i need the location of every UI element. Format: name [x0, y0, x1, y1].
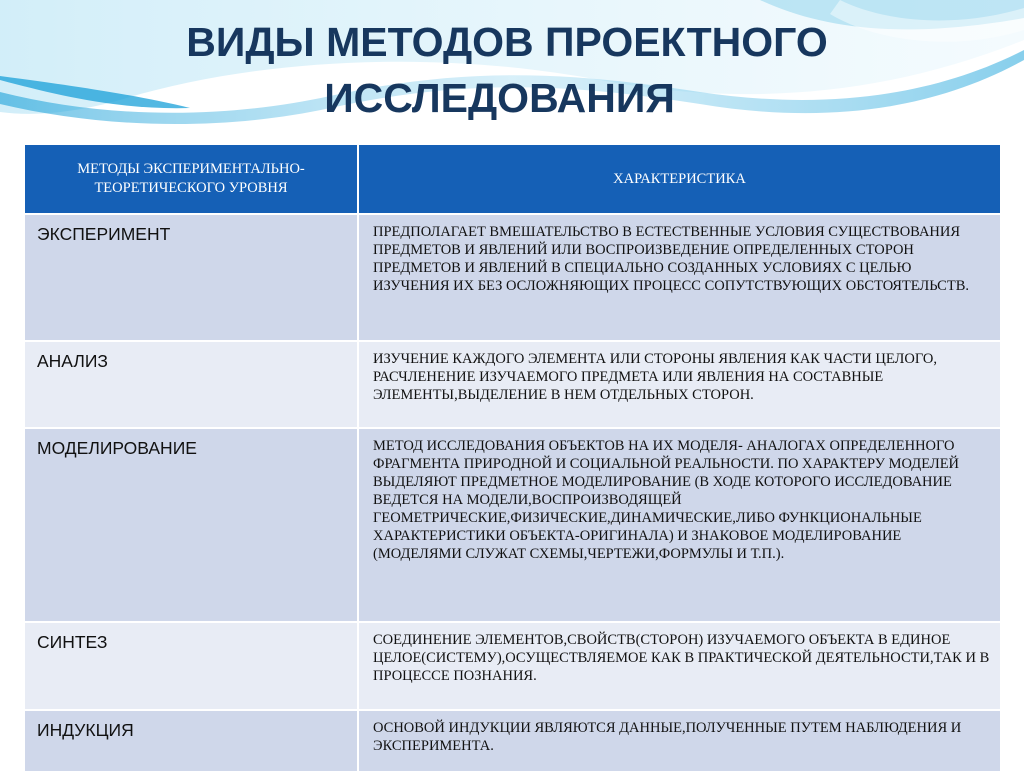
method-description: ИЗУЧЕНИЕ КАЖДОГО ЭЛЕМЕНТА ИЛИ СТОРОНЫ ЯВЛЕНИЯ КАК ЧАСТИ ЦЕЛОГО, РАСЧЛЕНЕНИЕ ИЗУЧАЕМОГО ПРЕДМЕТА ИЛИ ЯВЛЕНИЯ НА СОСТАВНЫЕ ЭЛЕМЕНТЫ,ВЫДЕЛЕНИЕ В НЕМ ОТДЕЛЬНЫХ СТОРОН. [358, 341, 1001, 428]
table-row [24, 710, 1001, 772]
table-row [24, 214, 1001, 341]
method-description: СОЕДИНЕНИЕ ЭЛЕМЕНТОВ,СВОЙСТВ(СТОРОН) ИЗУЧАЕМОГО ОБЪЕКТА В ЕДИНОЕ ЦЕЛОЕ(СИСТЕМУ),ОСУЩЕСТВЛЯЕМОЕ КАК В ПРАКТИЧЕСКОЙ ДЕЯТЕЛЬНОСТИ,ТАК И В ПРОЦЕССЕ ПОЗНАНИЯ. [358, 622, 1001, 710]
slide-title-line-2: ИССЛЕДОВАНИЯ [324, 75, 675, 121]
method-description: МЕТОД ИССЛЕДОВАНИЯ ОБЪЕКТОВ НА ИХ МОДЕЛЯ- АНАЛОГАХ ОПРЕДЕЛЕННОГО ФРАГМЕНТА ПРИРОДНОЙ И СОЦИАЛЬНОЙ РЕАЛЬНОСТИ. ПО ХАРАКТЕРУ МОДЕЛЕЙ ВЫДЕЛЯЮТ ПРЕДМЕТНОЕ МОДЕЛИРОВАНИЕ (В ХОДЕ КОТОРОГО ИССЛЕДОВАНИЕ ВЕДЕТСЯ НА МОДЕЛИ,ВОСПРОИЗВОДЯЩЕЙ ГЕОМЕТРИЧЕСКИЕ,ФИЗИЧЕСКИЕ,ДИНАМИЧЕСКИЕ,ЛИБО ФУНКЦИОНАЛЬНЫЕ ХАРАКТЕРИСТИКИ ОБЪЕКТА-ОРИГИНАЛА) И ЗНАКОВОЕ МОДЕЛИРОВАНИЕ (МОДЕЛЯМИ СЛУЖАТ СХЕМЫ,ЧЕРТЕЖИ,ФОРМУЛЫ И Т.П.). [358, 428, 1001, 622]
methods-table [23, 143, 1002, 773]
slide-title [0, 14, 1024, 126]
method-name: МОДЕЛИРОВАНИЕ [24, 428, 358, 622]
header-characteristic: ХАРАКТЕРИСТИКА [358, 144, 1001, 214]
table-header-row [24, 144, 1001, 214]
method-name: ИНДУКЦИЯ [24, 710, 358, 772]
table-row [24, 428, 1001, 622]
table-row [24, 622, 1001, 710]
slide-title-line-1: ВИДЫ МЕТОДОВ ПРОЕКТНОГО [186, 19, 828, 65]
table-row [24, 341, 1001, 428]
methods-table-container [23, 143, 1002, 773]
method-name: АНАЛИЗ [24, 341, 358, 428]
method-name: ЭКСПЕРИМЕНТ [24, 214, 358, 341]
method-description: ОСНОВОЙ ИНДУКЦИИ ЯВЛЯЮТСЯ ДАННЫЕ,ПОЛУЧЕННЫЕ ПУТЕМ НАБЛЮДЕНИЯ И ЭКСПЕРИМЕНТА. [358, 710, 1001, 772]
method-name: СИНТЕЗ [24, 622, 358, 710]
header-methods: МЕТОДЫ ЭКСПЕРИМЕНТАЛЬНО-ТЕОРЕТИЧЕСКОГО УРОВНЯ [24, 144, 358, 214]
method-description: ПРЕДПОЛАГАЕТ ВМЕШАТЕЛЬСТВО В ЕСТЕСТВЕННЫЕ УСЛОВИЯ СУЩЕСТВОВАНИЯ ПРЕДМЕТОВ И ЯВЛЕНИЙ ИЛИ ВОСПРОИЗВЕДЕНИЕ ОПРЕДЕЛЕННЫХ СТОРОН ПРЕДМЕТОВ И ЯВЛЕНИЙ В СПЕЦИАЛЬНО СОЗДАННЫХ УСЛОВИЯХ С ЦЕЛЬЮ ИЗУЧЕНИЯ ИХ БЕЗ ОСЛОЖНЯЮЩИХ ПРОЦЕСС СОПУТСТВУЮЩИХ ОБСТОЯТЕЛЬСТВ. [358, 214, 1001, 341]
